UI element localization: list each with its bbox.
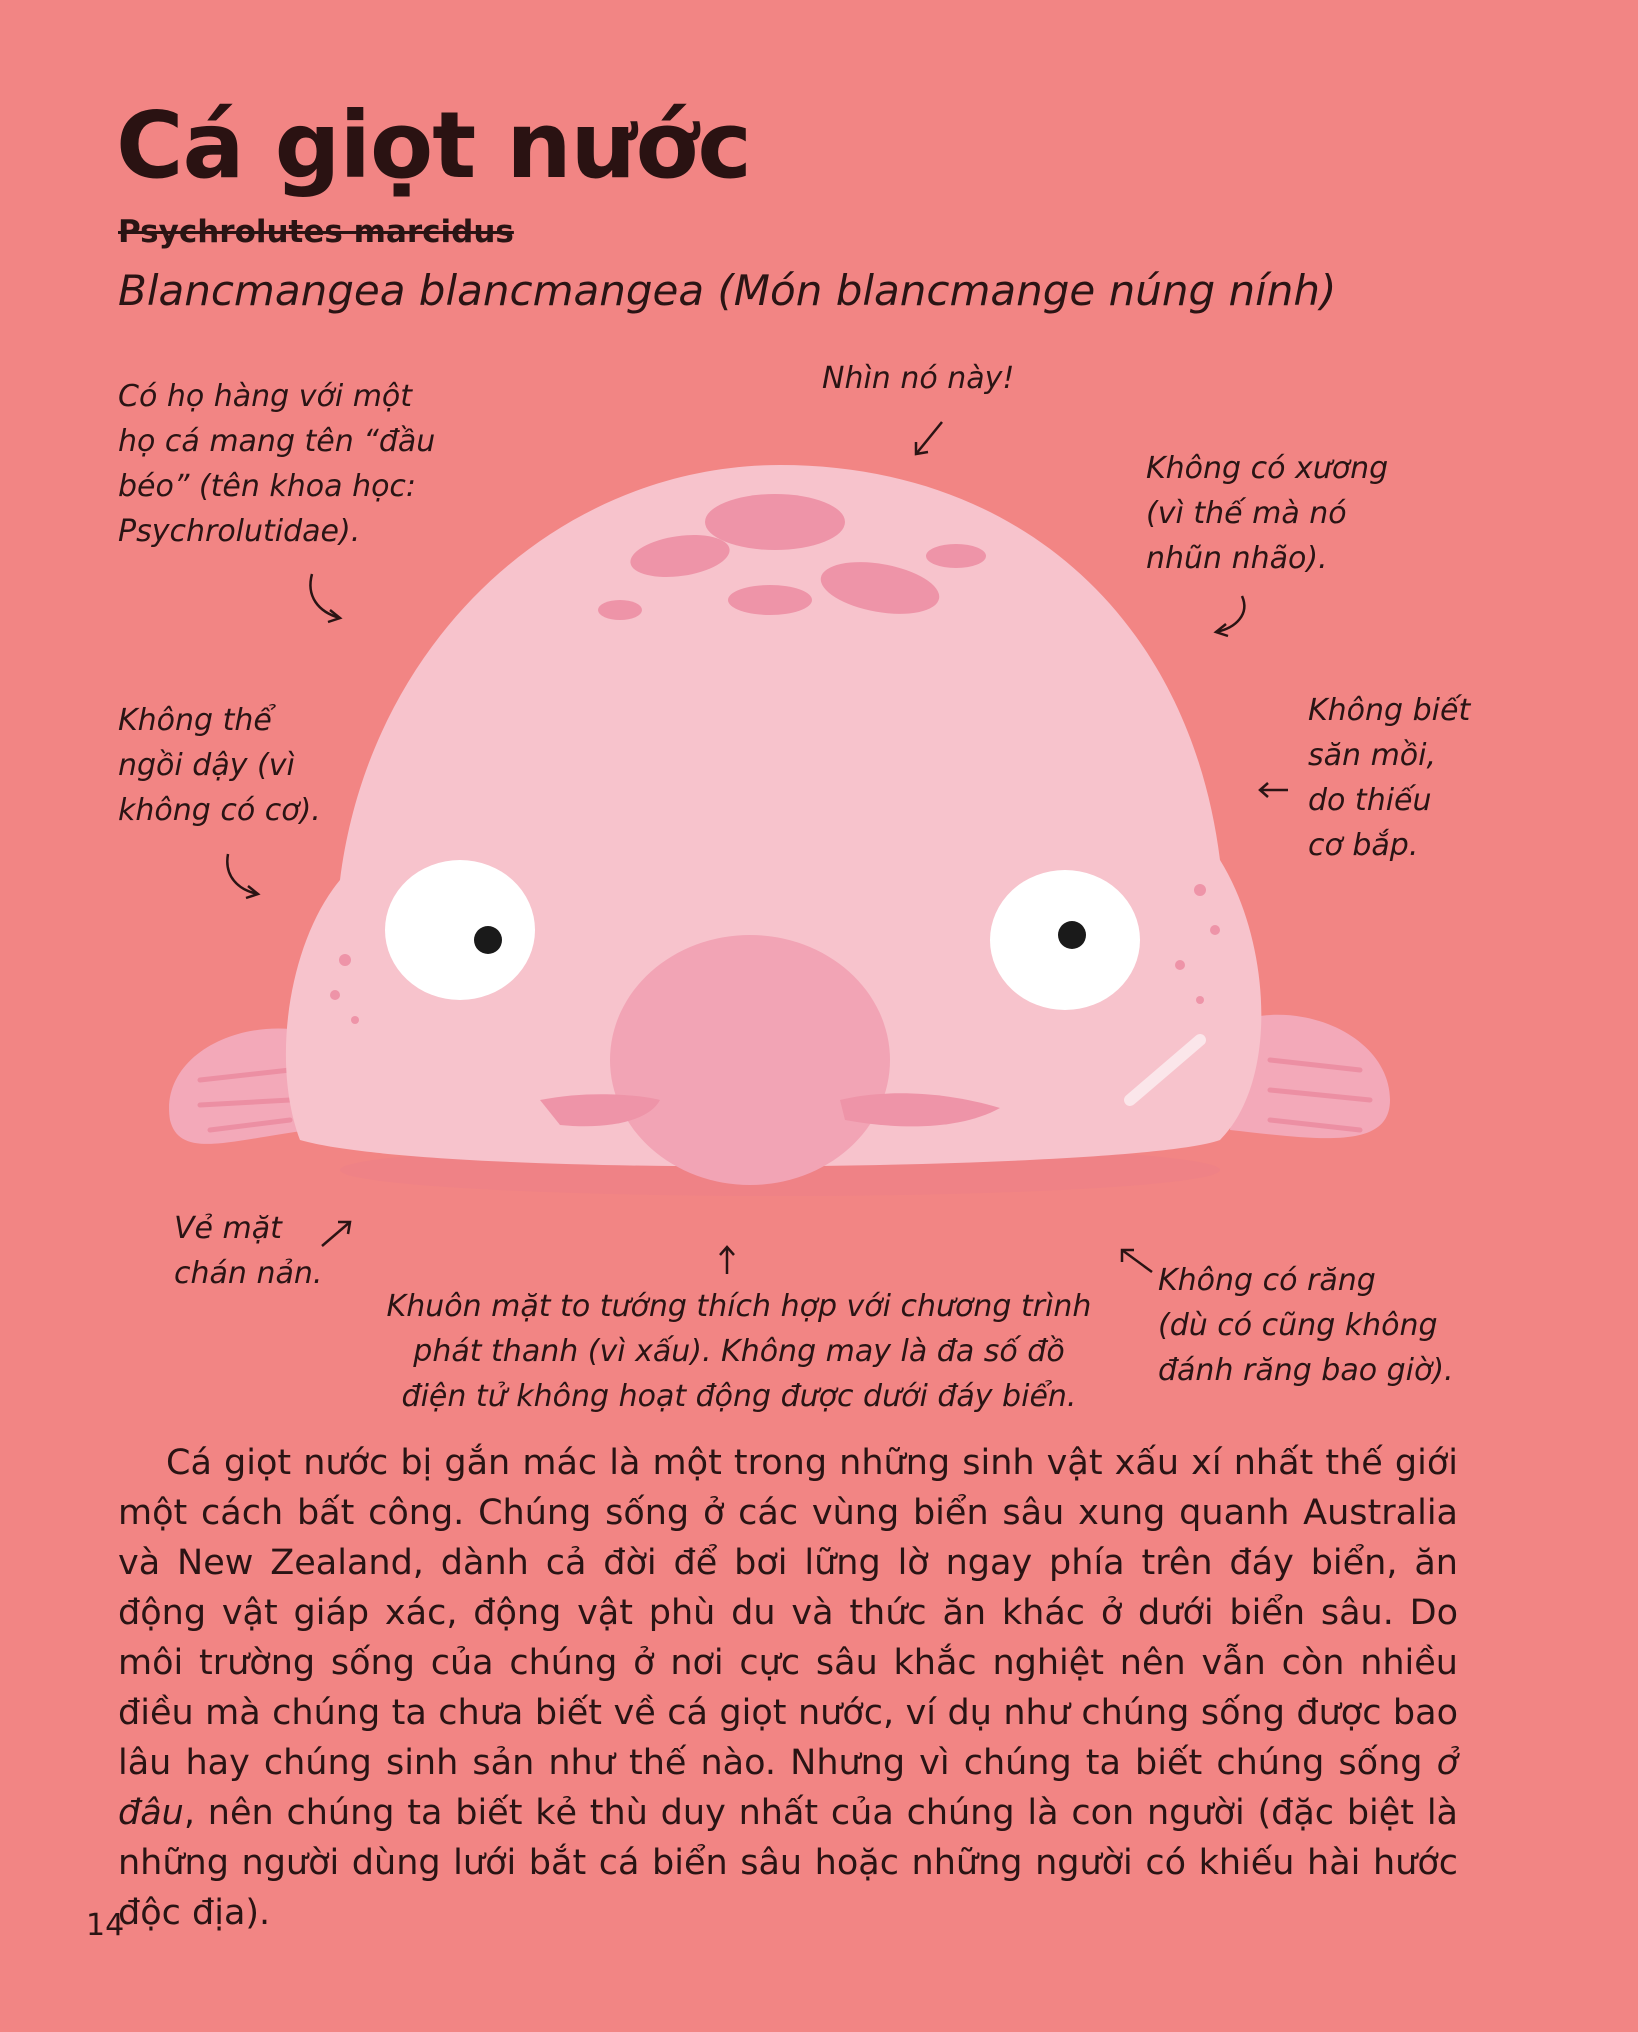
note-teeth: Không có răng (dù có cũng không đánh răng bao giờ). (1158, 1263, 1454, 1388)
body-text-part2: , nên chúng ta biết kẻ thù duy nhất của chúng là con người (đặc biệt là những người dùng lưới bắt cá biển sâu hoặc những người có khiếu hài hước độc địa). (118, 1793, 1458, 1933)
scientific-name-joke: Blancmangea blancmangea (Món blancmange núng nính) (118, 266, 1337, 315)
arrow-radio-icon (714, 1242, 740, 1278)
note-bored: Vẻ mặt chán nản. (174, 1211, 323, 1291)
note-bones: Không có xương (vì thế mà nó nhũn nhão). (1146, 451, 1389, 576)
body-text-emphasis: ở đâu (118, 1743, 1458, 1833)
note-hunt: Không biết săn mồi, do thiếu cơ bắp. (1308, 693, 1471, 863)
body-paragraph (118, 1438, 1458, 1938)
note-look: Nhìn nó này! (822, 361, 1015, 396)
scientific-name-struck: Psychrolutes marcidus (118, 214, 514, 250)
blobfish-illustration (140, 440, 1420, 1240)
note-sit: Không thể ngồi dậy (vì không có cơ). (118, 703, 321, 828)
page-number: 14 (86, 1908, 125, 1943)
body-text-part1: Cá giọt nước bị gắn mác là một trong những sinh vật xấu xí nhất thế giới một cách bất công. Chúng sống ở các vùng biển sâu xung quanh Australia và New Zealand, dành cả đời để bơi lững lờ ngay phía trên đáy biển, ăn động vật giáp xác, động vật phù du và thức ăn khác ở dưới biển sâu. Do môi trường sống của chúng ở nơi cực sâu khắc nghiệt nên vẫn còn nhiều điều mà chúng ta chưa biết về cá giọt nước, ví dụ như chúng sống được bao lâu hay chúng sinh sản như thế nào. Nhưng vì chúng ta biết chúng sống (118, 1443, 1458, 1783)
note-relatives: Có họ hàng với một họ cá mang tên “đầu béo” (tên khoa học: Psychrolutidae). (118, 379, 436, 549)
arrow-teeth-icon (1114, 1242, 1158, 1278)
page-title: Cá giọt nước (116, 92, 751, 199)
note-radio: Khuôn mặt to tướng thích hợp với chương trình phát thanh (vì xấu). Không may là đa số đồ điện tử không hoạt động được dưới đáy biển. (386, 1289, 1092, 1414)
